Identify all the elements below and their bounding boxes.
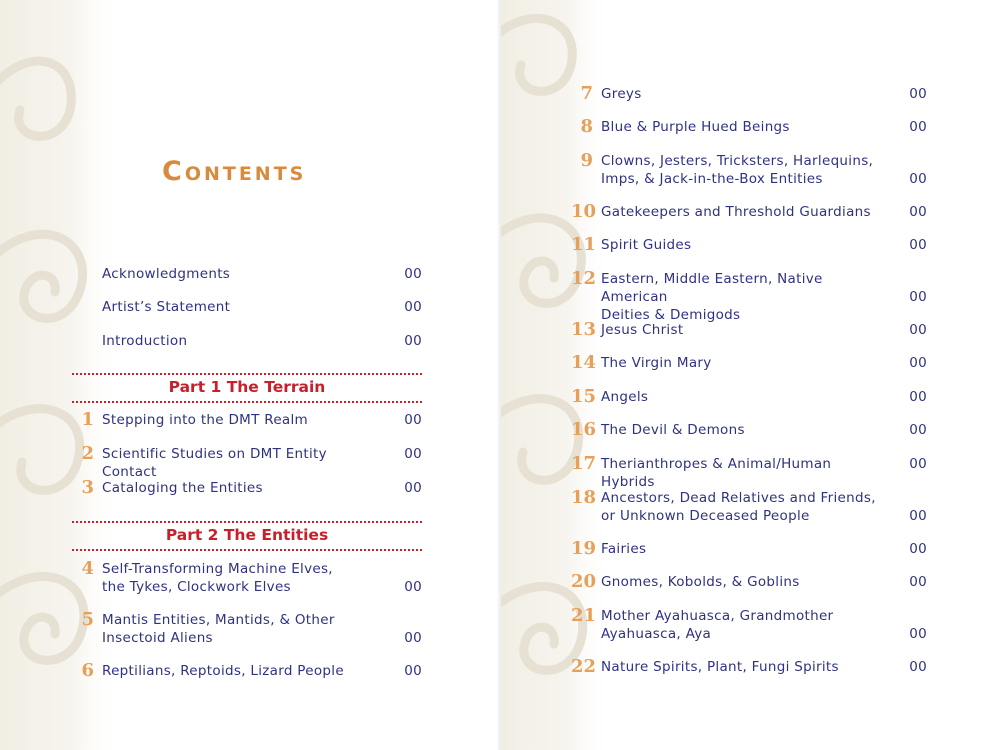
chapter-number: 9 xyxy=(580,150,593,171)
chapter-number: 16 xyxy=(571,419,597,440)
part-title: Part 1 The Terrain xyxy=(168,378,326,396)
entry-page-number: 00 xyxy=(909,237,927,253)
toc-entry-chapter-12[interactable] xyxy=(571,268,927,323)
right-page xyxy=(501,0,1000,750)
entry-label: Cataloging the Entities xyxy=(102,480,263,496)
entry-label: The Virgin Mary xyxy=(601,355,712,371)
chapter-number: 6 xyxy=(81,660,94,681)
dotted-rule xyxy=(72,401,422,403)
toc-entry-chapter-21[interactable] xyxy=(571,607,927,647)
chapter-number: 21 xyxy=(571,605,597,626)
entry-page-number: 00 xyxy=(909,322,927,338)
toc-entry-chapter-5[interactable] xyxy=(72,611,422,651)
chapter-number: 22 xyxy=(571,656,597,677)
entry-page-number: 00 xyxy=(404,333,422,349)
entry-label: Mantis Entities, Mantids, & Other Insectoid Aliens xyxy=(102,612,335,646)
entry-label: Jesus Christ xyxy=(601,322,684,338)
entry-label: Introduction xyxy=(102,333,188,349)
entry-page-number: 00 xyxy=(909,86,927,102)
chapter-number: 7 xyxy=(580,83,593,104)
entry-page-number: 00 xyxy=(909,456,927,472)
chapter-number: 8 xyxy=(580,116,593,137)
toc-entry-chapter-6[interactable] xyxy=(72,662,422,702)
dotted-rule xyxy=(72,373,422,375)
entry-label: Greys xyxy=(601,86,642,102)
chapter-number: 20 xyxy=(571,571,597,592)
entry-label: Clowns, Jesters, Tricksters, Harlequins, Imps, & Jack-in-the-Box Entities xyxy=(601,153,874,187)
dotted-rule xyxy=(72,549,422,551)
entry-page-number: 00 xyxy=(404,480,422,496)
entry-page-number: 00 xyxy=(909,289,927,305)
entry-page-number: 00 xyxy=(909,171,927,187)
toc-entry-chapter-3[interactable] xyxy=(72,479,422,519)
entry-page-number: 00 xyxy=(909,355,927,371)
part-heading-1 xyxy=(72,373,422,403)
entry-page-number: 00 xyxy=(909,574,927,590)
chapter-number: 10 xyxy=(571,201,597,222)
contents-title: Contents xyxy=(162,156,307,187)
chapter-number: 18 xyxy=(571,487,597,508)
part-heading-2 xyxy=(72,521,422,551)
entry-label: The Devil & Demons xyxy=(601,422,745,438)
entry-label: Stepping into the DMT Realm xyxy=(102,412,309,428)
chapter-number: 17 xyxy=(571,453,597,474)
entry-page-number: 00 xyxy=(909,508,927,524)
entry-label: Nature Spirits, Plant, Fungi Spirits xyxy=(601,659,839,675)
chapter-number: 13 xyxy=(571,319,597,340)
chapter-number: 14 xyxy=(571,352,597,373)
entry-page-number: 00 xyxy=(909,389,927,405)
toc-entry-introduction[interactable] xyxy=(72,332,422,372)
entry-label: Acknowledgments xyxy=(102,266,231,282)
entry-page-number: 00 xyxy=(909,541,927,557)
entry-label: Reptilians, Reptoids, Lizard People xyxy=(102,663,344,679)
chapter-number: 1 xyxy=(81,409,94,430)
entry-label: Eastern, Middle Eastern, Native American Deities & Demigods xyxy=(601,271,823,323)
part-title: Part 2 The Entities xyxy=(165,526,329,544)
entry-page-number: 00 xyxy=(404,630,422,646)
chapter-number: 11 xyxy=(571,234,597,255)
toc-entry-chapter-9[interactable] xyxy=(571,152,927,192)
dotted-rule xyxy=(72,521,422,523)
entry-page-number: 00 xyxy=(404,299,422,315)
entry-label: Scientific Studies on DMT Entity Contact xyxy=(102,446,327,480)
entry-label: Self-Transforming Machine Elves, the Tykes, Clockwork Elves xyxy=(102,561,333,595)
entry-label: Fairies xyxy=(601,541,647,557)
entry-label: Gatekeepers and Threshold Guardians xyxy=(601,204,871,220)
entry-label: Ancestors, Dead Relatives and Friends, or Unknown Deceased People xyxy=(601,490,876,524)
entry-page-number: 00 xyxy=(404,446,422,462)
entry-page-number: 00 xyxy=(909,626,927,642)
toc-entry-chapter-4[interactable] xyxy=(72,560,422,600)
chapter-number: 5 xyxy=(81,609,94,630)
entry-label: Spirit Guides xyxy=(601,237,692,253)
entry-label: Mother Ayahuasca, Grandmother Ayahuasca, Aya xyxy=(601,608,834,642)
toc-entry-chapter-18[interactable] xyxy=(571,489,927,529)
entry-label: Artist’s Statement xyxy=(102,299,231,315)
chapter-number: 3 xyxy=(81,477,94,498)
chapter-number: 19 xyxy=(571,538,597,559)
chapter-number: 15 xyxy=(571,386,597,407)
chapter-number: 4 xyxy=(81,558,94,579)
entry-page-number: 00 xyxy=(404,663,422,679)
entry-page-number: 00 xyxy=(404,579,422,595)
entry-label: Angels xyxy=(601,389,649,405)
entry-page-number: 00 xyxy=(909,119,927,135)
entry-label: Blue & Purple Hued Beings xyxy=(601,119,790,135)
entry-page-number: 00 xyxy=(404,412,422,428)
entry-page-number: 00 xyxy=(909,659,927,675)
chapter-number: 2 xyxy=(81,443,94,464)
entry-label: Therianthropes & Animal/Human Hybrids xyxy=(601,456,832,490)
entry-label: Gnomes, Kobolds, & Goblins xyxy=(601,574,800,590)
toc-entry-chapter-22[interactable] xyxy=(571,658,927,698)
entry-page-number: 00 xyxy=(909,422,927,438)
entry-page-number: 00 xyxy=(909,204,927,220)
chapter-number: 12 xyxy=(571,268,597,289)
entry-page-number: 00 xyxy=(404,266,422,282)
